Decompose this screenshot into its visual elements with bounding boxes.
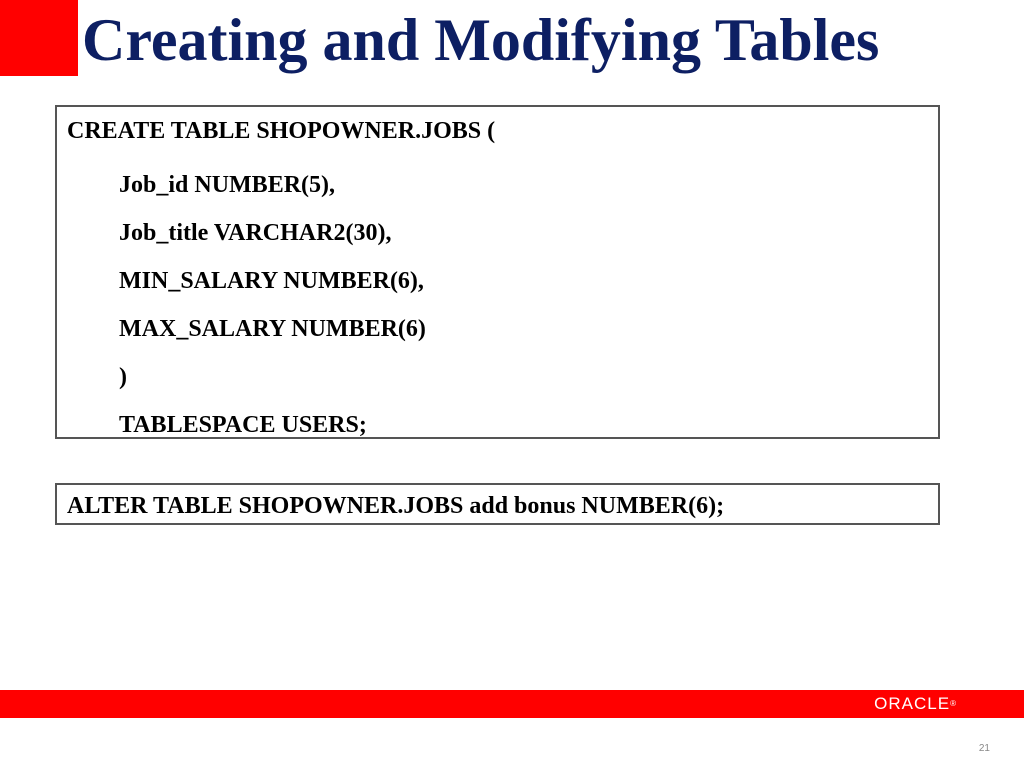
alter-table-code-box: [55, 483, 940, 525]
code-line-create: CREATE TABLE SHOPOWNER.JOBS (: [67, 118, 496, 144]
create-table-code-box: [55, 105, 940, 439]
code-line-job-id: Job_id NUMBER(5),: [119, 172, 336, 198]
code-line-min-salary: MIN_SALARY NUMBER(6),: [119, 268, 424, 294]
oracle-logo-text: ORACLE: [874, 694, 951, 713]
slide-title: Creating and Modifying Tables: [82, 7, 880, 73]
footer-bar: [0, 690, 1024, 718]
registered-mark: ®: [950, 699, 956, 708]
code-line-tablespace: TABLESPACE USERS;: [119, 412, 367, 438]
code-line-max-salary: MAX_SALARY NUMBER(6): [119, 316, 426, 342]
corner-accent-square: [0, 0, 78, 76]
code-line-alter: ALTER TABLE SHOPOWNER.JOBS add bonus NUMBER(6);: [67, 493, 725, 519]
page-number: 21: [978, 743, 990, 754]
oracle-logo: [874, 693, 956, 715]
code-line-close-paren: ): [119, 364, 127, 390]
code-line-job-title: Job_title VARCHAR2(30),: [119, 220, 392, 246]
